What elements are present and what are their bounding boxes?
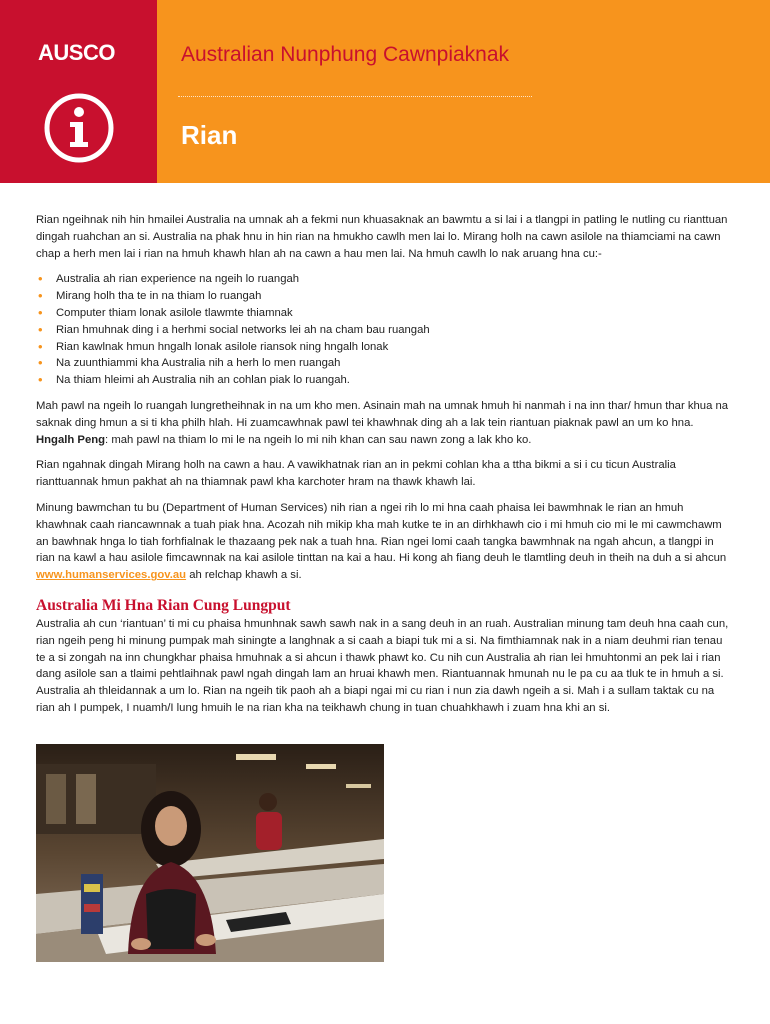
list-item: • Rian hmuhnak ding i a herhmi social networks lei ah na cham bau ruangah (38, 321, 430, 337)
page-title: Rian (181, 120, 238, 150)
list-item: • Mirang holh tha te in na thiam lo ruangah (38, 288, 262, 304)
barriers-list (36, 271, 733, 389)
bullet-icon: • (38, 355, 43, 371)
humanservices-link[interactable]: www.humanservices.gov.au (36, 569, 187, 582)
paragraph-services: Minung bawmchan tu bu (Department of Human Services) nih rian a ngei rih lo mi hna caah phaisa lei bawmhnak le rian an hmuh khawhnak caah riancawnnak a tuah piak hna. Acozah nih mikip kha mah kutke te in an dirhkhawh cio i mi hmuh cio mi le mi cawmchawm an bawhnak hnga lo tiah forhfialnak le thazaang pek nak a tuah hna. Rian ngei lomi caah tangka bawmhnak na ngah ahcun, a tlangpi in rian na kawl a hau asilole fimcawnnak na kai asilole tinttan na kai a hau. Hi kong ah fiang deuh le tlamtling deuh in theih na duh a si ahcun www.humanservices.gov.au ah relchap khawh a si. (36, 501, 727, 582)
article-body (36, 212, 733, 726)
bullet-icon: • (38, 304, 43, 320)
list-item: • Australia ah rian experience na ngeih lo ruangah (38, 271, 300, 287)
section-heading: Australia Mi Hna Rian Cung Lungput (36, 596, 291, 614)
bullet-icon: • (38, 372, 43, 388)
brand-panel (0, 0, 157, 183)
info-icon (43, 92, 115, 164)
emphasis-text: Hngalh Peng (36, 433, 106, 446)
paragraph-english: Rian ngahnak dingah Mirang holh na cawn a hau. A vawikhatnak rian an in pekmi cohlan kha a ttha bikmi a si i cu ticun Australia rianttuannak hmun pakhat ah na thiamnak pawl kha karchoter hram na thawk khawh lai. (36, 459, 676, 489)
bullet-icon: • (38, 321, 43, 337)
section-paragraph: Australia ah cun ‘riantuan’ ti mi cu phaisa hmunhnak sawh sawh nak in a sang deuh in an ruah. Australian minung tam deuh hna caah cun, rian ngeih peng hi minung pumpak mah siningte a langhnak a si caah a biapi tuk mi a si. Na fimthiamnak nak in a niam deuhmi rian tenau te a si zongah na inn chungkhar phaisa hmuhnak a si ahcun i thawk phawt ko. Cu nih cun Australia ah rian lei hmuhtonmi an pek lai i rian dang asilole san a tlaimi pehtlaihnak pawl ngah dingah lam an hruai khawh men. Riantuannak hmunah nu le pa cu aa tluk te in hmuh a si. Australia ah thleidannak a um lo. Rian na ngeih tik paoh ah a biapi ngai mi cu rian i nun zia dawh ngeih a si. Mah i a sullam taktak cu na rian ah I pumpek, I nuamh/I lung hmuih le na rian kha na teikhawh chung in tuan chuahkhawh i zuam hna khi an si. (36, 617, 729, 714)
paragraph-support: Mah pawl na ngeih lo ruangah lungretheihnak in na um kho men. Asinain mah na umnak hmuh hi nanmah i na inn thar/ hmun thar khua na saknak ding hmun a si ti kha philh hlah. Hi zuamcawhnak pawl tei khawhnak ding ah a lak tein riantuan piaknak pawl an um ko hna. Hngalh Peng: mah pawl na thiam lo mi le na ngeih lo mi nih khan can sau nawn zong a lak kho ko. (36, 399, 729, 446)
brand-logo-text: AUSCO (38, 40, 115, 65)
bullet-icon: • (38, 338, 43, 354)
intro-paragraph: Rian ngeihnak nih hin hmailei Australia na umnak ah a fekmi nun khuasaknak an bawmtu a si lai i a tlangpi in patling le nutling cu rianttuan dingah ruahchan an si. Australia na phak hnu in hin rian na hmukho cawlh men lai lo. Mirang holh na cawn asilole na thiamciami na cawn chap a herh men lai i rian na hmuh khawh hlan ah na cawn a hau men lai. Na hmuh cawlh lo nak aruang hna cu:- (36, 214, 728, 260)
title-panel (157, 0, 770, 183)
list-item: • Na zuunthiammi kha Australia nih a herh lo men ruangah (38, 355, 341, 371)
page-header (0, 0, 770, 183)
series-title: Australian Nunphung Cawnpiaknak (181, 43, 510, 66)
bullet-icon: • (38, 288, 43, 304)
list-item: • Na thiam hleimi ah Australia nih an cohlan piak lo ruangah. (38, 372, 350, 388)
workshop-photo (36, 744, 384, 962)
bullet-icon: • (38, 271, 43, 287)
header-divider (178, 96, 532, 97)
list-item: • Rian kawlnak hmun hngalh lonak asilole riansok ning hngalh lonak (38, 338, 389, 354)
list-item: • Computer thiam lonak asilole tlawmte thiamnak (38, 304, 293, 320)
